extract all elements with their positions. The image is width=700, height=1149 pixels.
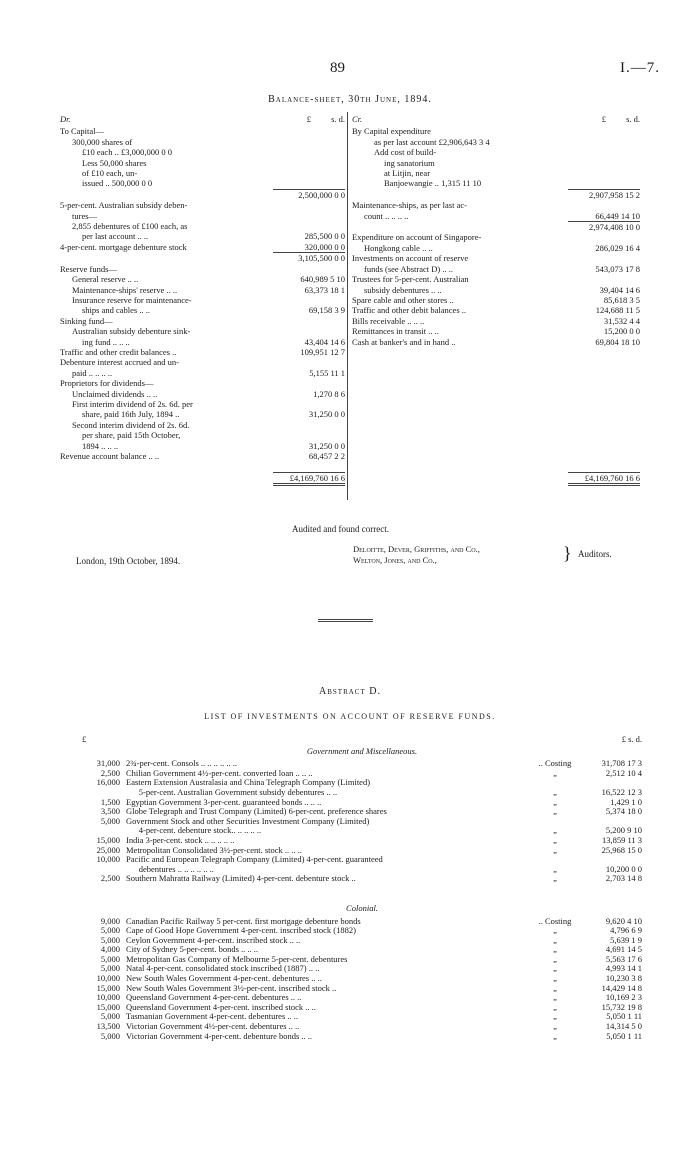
ledger-description: count .. .. .. .. — [364, 210, 409, 221]
investment-description: Eastern Extension Australasia and China Telegraph Company (Limited) — [126, 778, 371, 788]
ledger-amount: 5,155 11 1 — [309, 367, 345, 378]
ledger-description: tures— — [72, 210, 98, 221]
ledger-amount: 640,989 5 10 — [300, 274, 345, 285]
ledger-row — [60, 295, 345, 305]
ledger-description: Traffic and other debit balances .. — [352, 305, 467, 316]
ledger-description: Cash at banker's and in hand .. — [352, 336, 456, 347]
investment-value: 10,230 3 8 — [605, 973, 642, 984]
investment-row — [82, 798, 642, 808]
investment-value: 15,732 19 8 — [601, 1001, 642, 1012]
ledger-row — [352, 158, 640, 168]
investment-method: „ — [553, 1001, 557, 1012]
liabilities-column — [60, 114, 345, 486]
ledger-row — [60, 211, 345, 221]
document-reference: I.—7. — [620, 60, 660, 76]
ledger-row — [60, 242, 345, 252]
investment-row — [82, 1003, 642, 1013]
investment-description: Globe Telegraph and Trust Company (Limited) 6-per-cent. preference shares — [126, 807, 387, 817]
ledger-description: Sinking fund— — [60, 315, 113, 326]
investment-row — [82, 836, 642, 846]
ledger-description: Add cost of build- — [374, 147, 437, 158]
ledger-amount: 43,404 14 6 — [304, 336, 345, 347]
investment-value: 4,993 14 1 — [605, 963, 642, 974]
investment-row — [82, 936, 642, 946]
ledger-row — [60, 378, 345, 388]
ledger-row — [60, 137, 345, 147]
ledger-amount: 124,688 11 5 — [595, 305, 640, 316]
ledger-description: Investments on account of reserve — [352, 253, 469, 264]
investment-row — [82, 759, 642, 769]
column-divider — [347, 112, 348, 500]
ledger-amount: 2,907,958 15 2 — [568, 189, 640, 200]
investment-value: 10,200 0 0 — [605, 863, 642, 874]
ledger-amount: £4,169,760 16 6 — [273, 472, 345, 486]
ledger-description: Revenue account balance .. .. — [60, 451, 160, 461]
audit-statement: Audited and found correct. — [292, 524, 389, 534]
investment-value: 14,429 14 8 — [601, 982, 642, 993]
ledger-row — [60, 200, 345, 210]
investment-method: „ — [553, 806, 557, 817]
ledger-amount: 15,200 0 0 — [603, 326, 640, 337]
investment-amount: 5,000 — [100, 963, 120, 974]
investment-value: 5,639 1 9 — [610, 934, 642, 945]
investment-row — [82, 807, 642, 817]
ledger-row — [60, 389, 345, 399]
ledger-description: 4-per-cent. mortgage debenture stock — [60, 241, 187, 252]
ledger-row — [352, 337, 640, 347]
investment-row — [82, 984, 642, 994]
ledger-row — [60, 357, 345, 367]
investment-description: 4-per-cent. debenture stock.. .. .. .. .. — [126, 826, 262, 836]
ledger-description: 5-per-cent. Australian subsidy deben- — [60, 200, 188, 211]
ledger-row — [352, 211, 640, 221]
ledger-amount: 68,457 2 2 — [308, 451, 345, 461]
ledger-amount: 285,500 0 0 — [304, 231, 345, 242]
ledger-row — [60, 189, 345, 200]
ledger-row — [60, 126, 345, 136]
ledger-row — [352, 243, 640, 253]
ledger-description: Proprietors for dividends— — [60, 378, 154, 389]
investment-value: 4,796 6 9 — [610, 925, 642, 936]
investment-description: Queensland Government 4-per-cent. inscribed stock .. .. — [126, 1002, 316, 1012]
ledger-row — [352, 472, 640, 486]
ledger-description: First interim dividend of 2s. 6d. per — [72, 398, 193, 409]
investment-value: 1,429 1 0 — [610, 796, 642, 807]
ledger-row — [60, 147, 345, 157]
investment-method: .. Costing — [538, 915, 572, 926]
assets-header — [352, 114, 640, 124]
investment-description: Government Stock and other Securities Investment Company (Limited) — [126, 816, 370, 826]
ledger-description: Less 50,000 shares — [82, 157, 147, 168]
investment-description: Metropolitan Consolidated 3½-per-cent. stock .. .. .. — [126, 845, 302, 855]
spacer-row — [352, 378, 640, 388]
investment-amount: 2,500 — [100, 767, 120, 778]
investment-row — [82, 778, 642, 788]
ledger-row — [352, 168, 640, 178]
investment-row — [82, 993, 642, 1003]
spacer-row — [352, 420, 640, 430]
investment-amount: 5,000 — [100, 1011, 120, 1022]
abstract-title: Abstract D. — [319, 686, 381, 697]
investment-value: 5,050 1 11 — [606, 1030, 642, 1041]
ledger-description: 1894 .. .. .. — [82, 440, 119, 451]
investment-method: „ — [553, 934, 557, 945]
investment-amount: 3,500 — [100, 806, 120, 817]
investment-description: Pacific and European Telegraph Company (Limited) 4-per-cent. guaranteed — [126, 855, 383, 865]
investment-amount: 10,000 — [96, 854, 120, 865]
ledger-row — [60, 451, 345, 461]
liabilities-rows — [60, 126, 345, 486]
investment-value: 5,200 9 10 — [605, 825, 642, 836]
ledger-description: ships and cables .. .. — [82, 305, 150, 316]
pound-col-head: £ — [306, 114, 311, 124]
investment-description: 2¾-per-cent. Consols .. .. .. .. .. .. — [126, 759, 238, 769]
investment-description: 5-per-cent. Australian Government subsidy debentures .. .. — [126, 787, 338, 797]
investment-description: Queensland Government 4-per-cent. debentures .. .. — [126, 993, 302, 1003]
ledger-row — [60, 274, 345, 284]
ledger-row — [60, 285, 345, 295]
ledger-amount: 1,270 8 6 — [313, 388, 345, 399]
investment-amount: 4,000 — [100, 944, 120, 955]
investment-row — [82, 1012, 642, 1022]
ledger-description: Maintenance-ships' reserve .. .. — [72, 284, 178, 295]
cr-label: Cr. — [352, 114, 363, 124]
investment-description: Natal 4-per-cent. consolidated stock inscribed (1887) .. .. — [126, 964, 320, 974]
ledger-description: 2,855 debentures of £100 each, as — [72, 221, 188, 232]
investment-description: New South Wales Government 3½-per-cent. inscribed stock .. — [126, 983, 337, 993]
ledger-amount: 85,618 3 5 — [603, 294, 640, 305]
ledger-row — [60, 264, 345, 274]
ledger-description: per share, paid 15th October, — [82, 430, 181, 441]
investment-row — [82, 788, 642, 798]
investment-value: 16,522 12 3 — [601, 786, 642, 797]
investment-row — [82, 826, 642, 836]
ledger-description: paid .. .. .. .. — [72, 367, 113, 378]
investment-description: Ceylon Government 4-per-cent. inscribed stock .. .. — [126, 935, 301, 945]
ledger-description: Second interim dividend of 2s. 6d. — [72, 419, 190, 430]
ledger-row — [352, 232, 640, 242]
investment-method: „ — [553, 786, 557, 797]
investment-row — [82, 846, 642, 856]
ledger-row — [352, 274, 640, 284]
ledger-description: Spare cable and other stores .. — [352, 294, 454, 305]
ledger-description: 300,000 shares of — [72, 136, 133, 147]
spacer-row — [352, 368, 640, 378]
ledger-amount: 66,449 14 10 — [595, 210, 640, 221]
ledger-row — [60, 305, 345, 315]
spacer-row — [352, 451, 640, 461]
ledger-description: To Capital— — [60, 126, 105, 137]
ledger-description: Traffic and other credit balances .. — [60, 346, 177, 357]
investment-method: „ — [553, 834, 557, 845]
brace-glyph: } — [563, 543, 572, 563]
value-col-head: £ s. d. — [621, 734, 642, 744]
ledger-row — [60, 409, 345, 419]
investment-amount: 15,000 — [96, 982, 120, 993]
investment-value: 31,708 17 3 — [601, 758, 642, 769]
investment-value: 4,691 14 5 — [605, 944, 642, 955]
auditor-firm-1: Deloitte, Dever, Griffiths, and Co., — [353, 544, 480, 554]
investment-method: „ — [553, 873, 557, 884]
ledger-amount: 109,951 12 7 — [300, 346, 345, 357]
investment-row — [82, 855, 642, 865]
investment-row — [82, 1032, 642, 1042]
sd-col-head: s. d. — [331, 114, 345, 124]
balance-sheet-title: Balance-sheet, 30th June, 1894. — [268, 94, 432, 105]
investment-value: 2,703 14 8 — [605, 873, 642, 884]
ledger-description: By Capital expenditure — [352, 126, 431, 137]
investment-amount: 5,000 — [100, 925, 120, 936]
ledger-description: Banjoewangie .. 1,315 11 10 — [384, 178, 482, 189]
investment-description: Victorian Government 4½-per-cent. debentures .. .. — [126, 1022, 300, 1032]
ledger-description: Debenture interest accrued and un- — [60, 357, 179, 368]
investment-row — [82, 926, 642, 936]
investment-amount: 2,500 — [100, 873, 120, 884]
investment-method: „ — [553, 1021, 557, 1032]
ledger-amount: 31,250 0 0 — [308, 440, 345, 451]
ledger-amount: 2,974,408 10 0 — [568, 221, 640, 232]
spacer-row — [352, 430, 640, 440]
spacer-row — [352, 409, 640, 419]
ledger-row — [352, 137, 640, 147]
ledger-row — [60, 399, 345, 409]
amount-col-head: £ — [82, 734, 87, 744]
ledger-row — [352, 178, 640, 188]
assets-column — [352, 114, 640, 486]
ledger-description: of £10 each, un- — [82, 168, 138, 179]
investment-method: „ — [553, 953, 557, 964]
ledger-row — [352, 326, 640, 336]
ledger-row — [352, 285, 640, 295]
ledger-row — [60, 178, 345, 188]
liabilities-header — [60, 114, 345, 124]
investment-row — [82, 817, 642, 827]
ledger-row — [60, 337, 345, 347]
investment-description: Canadian Pacific Railway 5 per-cent. first mortgage debenture bonds — [126, 916, 361, 926]
investment-description: New South Wales Government 4-per-cent. debentures .. .. — [126, 974, 322, 984]
investment-description: India 3-per-cent. stock .. .. .. .. .. — [126, 835, 235, 845]
ledger-description: Australian subsidy debenture sink- — [72, 326, 191, 337]
ledger-description: Bills receivable .. .. .. — [352, 315, 425, 326]
spacer-row — [352, 357, 640, 367]
investment-method: .. Costing — [538, 758, 572, 769]
ledger-description: ing sanatorium — [384, 157, 435, 168]
investment-method: „ — [553, 925, 557, 936]
section-separator — [318, 619, 373, 622]
investment-description: Cape of Good Hope Government 4-per-cent. inscribed stock (1882) — [126, 926, 356, 936]
ledger-row — [60, 472, 345, 486]
ledger-description: Unclaimed dividends .. .. — [72, 388, 158, 399]
ledger-amount: 69,158 3 9 — [308, 305, 345, 316]
ledger-amount: 31,532 4 4 — [603, 315, 640, 326]
page-number: 89 — [330, 60, 345, 76]
ledger-row — [60, 441, 345, 451]
spacer-row — [60, 461, 345, 471]
spacer-row — [352, 347, 640, 357]
investment-value: 5,050 1 11 — [606, 1011, 642, 1022]
ledger-description: Reserve funds— — [60, 263, 117, 274]
investment-row — [82, 964, 642, 974]
ledger-row — [352, 253, 640, 263]
ledger-amount: 320,000 0 0 — [304, 241, 345, 252]
investment-amount: 10,000 — [96, 973, 120, 984]
investment-method: „ — [553, 963, 557, 974]
ledger-amount: 2,500,000 0 0 — [273, 189, 345, 200]
investment-amount: 25,000 — [96, 844, 120, 855]
investment-description: debentures .. .. .. .. .. .. — [126, 864, 214, 874]
investment-description: Egyptian Government 3-per-cent. guaranteed bonds .. .. .. — [126, 797, 322, 807]
ledger-row — [60, 221, 345, 231]
investment-value: 14,314 5 0 — [605, 1021, 642, 1032]
ledger-description: General reserve .. .. — [72, 274, 139, 285]
ledger-row — [60, 252, 345, 263]
ledger-description: Maintenance-ships, as per last ac- — [352, 200, 467, 211]
pound-col-head: £ — [601, 114, 606, 124]
spacer-row — [352, 440, 640, 450]
spacer-row — [352, 461, 640, 471]
investment-method: „ — [553, 1030, 557, 1041]
ledger-row — [60, 168, 345, 178]
investment-method: „ — [553, 825, 557, 836]
ledger-description: subsidy debentures .. .. — [364, 284, 442, 295]
ledger-description: as per last account £2,906,643 3 4 — [374, 136, 490, 147]
ledger-row — [60, 326, 345, 336]
ledger-description: funds (see Abstract D) .. .. — [364, 263, 453, 274]
investment-amount: 10,000 — [96, 992, 120, 1003]
investment-amount: 15,000 — [96, 1001, 120, 1012]
investment-amount: 13,500 — [96, 1021, 120, 1032]
investment-amount: 5,000 — [100, 934, 120, 945]
ledger-description: share, paid 16th July, 1894 .. — [82, 409, 180, 420]
ledger-amount: £4,169,760 16 6 — [568, 472, 640, 486]
investment-amount: 15,000 — [96, 834, 120, 845]
spacer-row — [352, 389, 640, 399]
investment-amount: 5,000 — [100, 815, 120, 826]
ledger-description: £10 each .. £3,000,000 0 0 — [82, 147, 172, 158]
investment-method: „ — [553, 767, 557, 778]
ledger-row — [352, 126, 640, 136]
investment-value: 13,859 11 3 — [601, 834, 642, 845]
abstract-subtitle: LIST OF INVESTMENTS ON ACCOUNT OF RESERVE FUNDS. — [204, 712, 496, 721]
ledger-description: Hongkong cable .. .. — [364, 242, 433, 253]
ledger-amount: 39,404 14 6 — [599, 284, 640, 295]
ledger-description: per last account .. .. — [82, 231, 149, 242]
investment-row — [82, 945, 642, 955]
ledger-amount: 3,105,500 0 0 — [273, 252, 345, 263]
ledger-amount: 63,373 18 1 — [304, 284, 345, 295]
investment-amount: 16,000 — [96, 777, 120, 788]
investment-value: 25,968 15 0 — [601, 844, 642, 855]
investment-section-title: Government and Miscellaneous. — [306, 745, 418, 756]
ledger-amount: 31,250 0 0 — [308, 409, 345, 420]
auditor-firm-2: Welton, Jones, and Co., — [353, 555, 437, 565]
investment-sections — [82, 747, 642, 1042]
investment-value: 2,512 10 4 — [605, 767, 642, 778]
investments-header — [82, 735, 642, 745]
ledger-row — [60, 231, 345, 241]
auditor-firms — [353, 544, 480, 566]
ledger-row — [352, 295, 640, 305]
investment-row — [82, 955, 642, 965]
investment-description: City of Sydney 5-per-cent. bonds .. .. .. — [126, 945, 259, 955]
investment-row — [82, 974, 642, 984]
ledger-row — [352, 264, 640, 274]
ledger-row — [352, 189, 640, 200]
audit-place-date: London, 19th October, 1894. — [76, 556, 181, 566]
section-gap — [82, 884, 642, 902]
spacer-row — [352, 399, 640, 409]
investment-value: 5,374 18 0 — [605, 806, 642, 817]
ledger-row — [60, 368, 345, 378]
investment-row — [82, 917, 642, 927]
investment-method: „ — [553, 863, 557, 874]
ledger-amount: 543,073 17 8 — [595, 263, 640, 274]
ledger-row — [352, 200, 640, 210]
investment-method: „ — [553, 844, 557, 855]
investment-value: 9,620 4 10 — [605, 915, 642, 926]
auditors-label: Auditors. — [578, 549, 612, 559]
ledger-amount: 286,029 16 4 — [595, 242, 640, 253]
investment-description: Chilian Government 4½-per-cent. converted loan .. .. .. — [126, 768, 313, 778]
ledger-row — [60, 420, 345, 430]
dr-label: Dr. — [60, 114, 71, 124]
investment-row — [82, 769, 642, 779]
ledger-description: ing fund .. .. .. — [82, 336, 130, 347]
ledger-row — [352, 316, 640, 326]
investment-amount: 5,000 — [100, 1030, 120, 1041]
ledger-row — [60, 316, 345, 326]
ledger-row — [60, 158, 345, 168]
investment-amount: 5,000 — [100, 953, 120, 964]
ledger-description: at Litjin, near — [384, 168, 431, 179]
ledger-description: Remittances in transit .. .. — [352, 326, 439, 337]
ledger-amount: 69,804 18 10 — [595, 336, 640, 347]
ledger-row — [60, 430, 345, 440]
investment-amount: 1,500 — [100, 796, 120, 807]
investment-description: Metropolitan Gas Company of Melbourne 5-per-cent. debentures — [126, 954, 348, 964]
ledger-description: Expenditure on account of Singapore- — [352, 232, 482, 243]
ledger-row — [352, 305, 640, 315]
ledger-row — [60, 347, 345, 357]
investment-amount: 9,000 — [100, 915, 120, 926]
investment-section-title: Colonial. — [346, 902, 378, 913]
investment-amount: 31,000 — [96, 758, 120, 769]
investment-row — [82, 874, 642, 884]
investment-method: „ — [553, 992, 557, 1003]
assets-rows — [352, 126, 640, 486]
investment-value: 10,169 2 3 — [605, 992, 642, 1003]
investment-method: „ — [553, 944, 557, 955]
investment-method: „ — [553, 973, 557, 984]
ledger-description: Trustees for 5-per-cent. Australian — [352, 274, 469, 285]
ledger-description: issued .. 500,000 0 0 — [82, 178, 153, 189]
investment-row — [82, 865, 642, 875]
ledger-description: Insurance reserve for maintenance- — [72, 294, 192, 305]
ledger-row — [352, 147, 640, 157]
investment-value: 5,563 17 6 — [605, 953, 642, 964]
sd-col-head: s. d. — [626, 114, 640, 124]
investment-description: Victorian Government 4-per-cent. debenture bonds .. .. — [126, 1031, 313, 1041]
investments-list — [82, 735, 642, 1041]
investment-description: Tasmanian Government 4-per-cent. debentures .. .. — [126, 1012, 299, 1022]
investment-method: „ — [553, 982, 557, 993]
ledger-row — [352, 221, 640, 232]
investment-method: „ — [553, 1011, 557, 1022]
investment-method: „ — [553, 796, 557, 807]
investment-description: Southern Mahratta Railway (Limited) 4-per-cent. debenture stock .. — [126, 874, 356, 884]
investment-row — [82, 1022, 642, 1032]
